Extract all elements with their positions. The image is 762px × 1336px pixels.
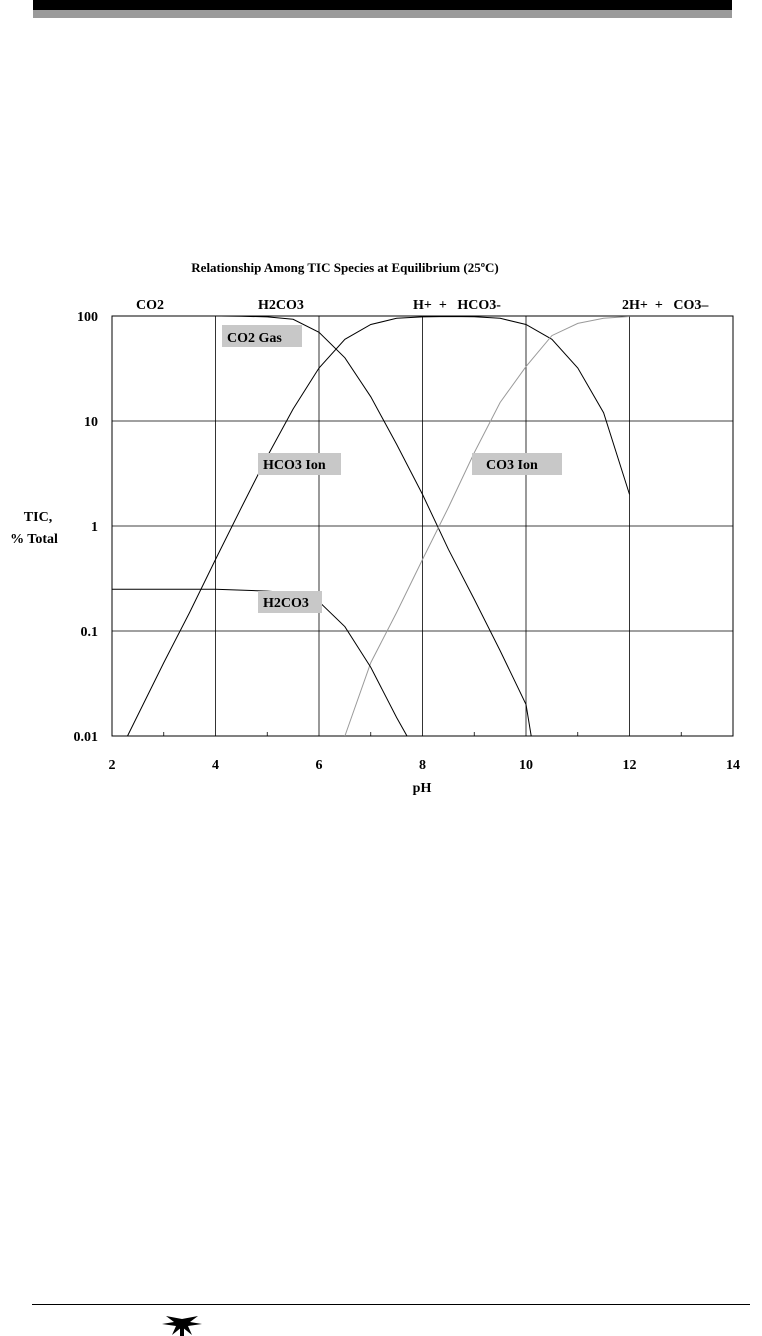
label-co2-gas bbox=[222, 325, 302, 347]
y-axis-label-line2: % Total bbox=[10, 532, 58, 547]
label-co3-ion bbox=[472, 453, 562, 475]
teledyne-logo-icon bbox=[160, 1315, 204, 1336]
y-axis-label-line1: TIC, bbox=[23, 510, 53, 525]
grid-lines bbox=[112, 316, 733, 736]
label-hco3-ion bbox=[258, 453, 341, 475]
x-tick-label: 8 bbox=[419, 758, 426, 773]
species-header-co3: 2H+ + CO3– bbox=[622, 298, 709, 313]
chart-title: Relationship Among TIC Species at Equilibrium (25ºC) bbox=[191, 260, 499, 275]
species-header-h2co3: H2CO3 bbox=[258, 298, 304, 313]
y-tick-label: 0.01 bbox=[73, 730, 98, 745]
x-tick-label: 2 bbox=[108, 758, 116, 773]
label-hco3-ion-text: HCO3 Ion bbox=[263, 458, 326, 473]
footer-rule bbox=[32, 1304, 750, 1305]
label-co3-ion-text: CO3 Ion bbox=[486, 458, 538, 473]
y-tick-label: 10 bbox=[84, 415, 98, 430]
x-tick-label: 6 bbox=[315, 758, 323, 773]
species-header-co2: CO2 bbox=[136, 298, 164, 313]
y-tick-label: 1 bbox=[91, 520, 98, 535]
label-co2-gas-text: CO2 Gas bbox=[227, 331, 282, 346]
x-tick-label: 14 bbox=[726, 758, 740, 773]
x-tick-label: 4 bbox=[212, 758, 219, 773]
label-h2co3 bbox=[258, 591, 322, 613]
x-tick-label: 12 bbox=[622, 758, 637, 773]
y-axis-ticks bbox=[74, 310, 99, 745]
x-axis-label: pH bbox=[412, 781, 432, 796]
species-header-hco3: H+ + HCO3- bbox=[413, 298, 501, 313]
y-tick-label: 0.1 bbox=[80, 625, 98, 640]
label-h2co3-text: H2CO3 bbox=[263, 596, 309, 611]
x-axis-ticks bbox=[109, 758, 741, 773]
y-tick-label: 100 bbox=[77, 310, 98, 325]
x-tick-label: 10 bbox=[519, 758, 533, 773]
